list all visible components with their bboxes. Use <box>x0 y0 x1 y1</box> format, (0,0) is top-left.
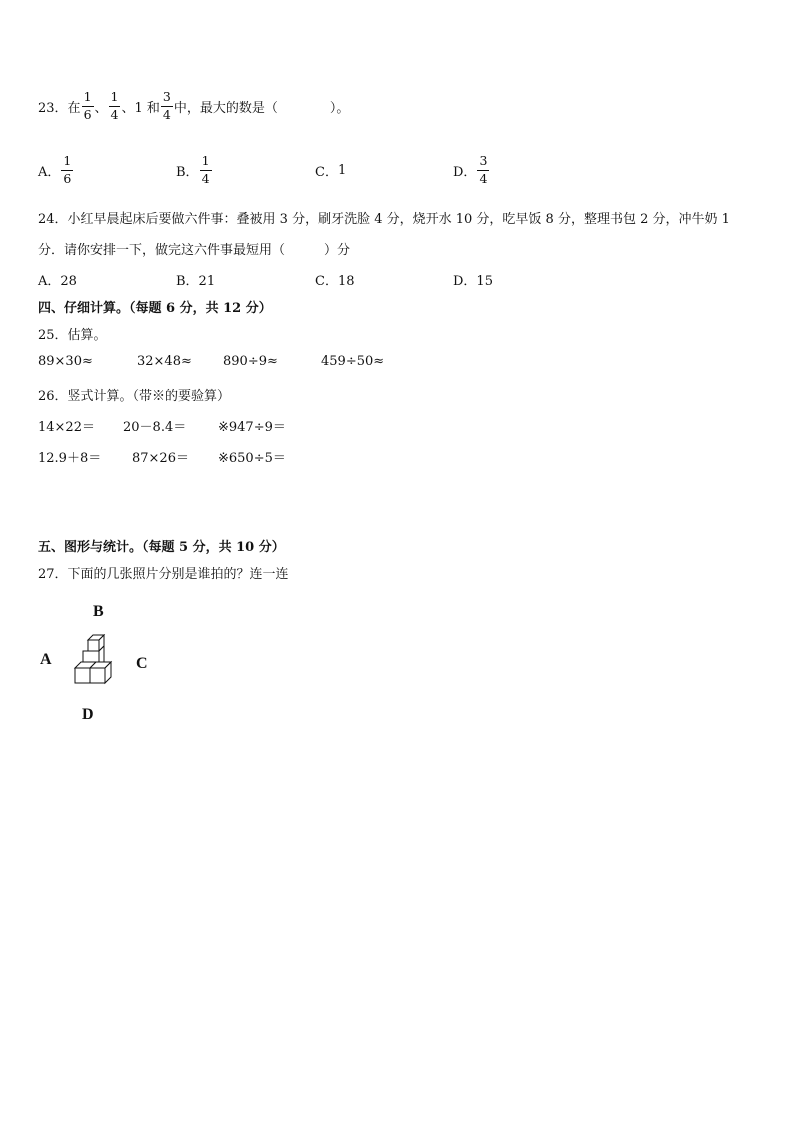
option-value: 1 <box>337 162 347 178</box>
q24-line-2: 分．请你安排一下，做完这六件事最短用（ ）分 <box>38 243 351 258</box>
option-label: B． <box>176 164 199 180</box>
fraction-denominator: 4 <box>201 170 210 186</box>
q26-row1-item-1: 14×22＝ <box>38 420 95 435</box>
q23-fraction-2 <box>109 91 121 121</box>
q25-item-1: 89×30≈ <box>38 354 93 369</box>
q23-question <box>38 88 349 124</box>
q26-row2-item-3: ※650÷5＝ <box>218 451 286 466</box>
q24-option-a: A．28 <box>38 274 77 289</box>
section-5-title: 五、图形与统计。（每题 5 分，共 10 分） <box>38 540 285 555</box>
q25-item-4: 459÷50≈ <box>321 354 385 369</box>
view-label-c: C <box>136 655 148 672</box>
view-label-a: A <box>40 651 52 668</box>
q26-row1-item-3: ※947÷9＝ <box>218 420 286 435</box>
q23-fraction-3 <box>161 91 173 121</box>
q24-option-c: C．18 <box>315 274 355 289</box>
q26-row2-item-2: 87×26＝ <box>132 451 189 466</box>
view-label-d: D <box>82 706 94 723</box>
section-4-title: 四、仔细计算。（每题 6 分，共 12 分） <box>38 301 272 316</box>
q23-separator-1: 、 <box>94 100 108 116</box>
q23-number: 23． <box>38 100 68 116</box>
q24-option-b: B．21 <box>176 274 216 289</box>
q26-row2-item-1: 12.9＋8＝ <box>38 451 102 466</box>
q25-item-2: 32×48≈ <box>137 354 192 369</box>
fraction-numerator: 1 <box>61 155 73 171</box>
fraction-denominator: 4 <box>110 106 119 122</box>
cube-stack-figure <box>68 634 122 692</box>
q26-row1-item-2: 20－8.4＝ <box>123 420 187 435</box>
option-fraction <box>477 155 489 185</box>
q25-item-3: 890÷9≈ <box>223 354 278 369</box>
q23-option-b <box>176 152 213 188</box>
q25-title: 25．估算。 <box>38 328 107 343</box>
q24-option-d: D．15 <box>453 274 493 289</box>
fraction-numerator: 1 <box>109 91 121 107</box>
option-fraction <box>61 155 73 185</box>
fraction-numerator: 3 <box>477 155 489 171</box>
q23-text-tail: 中，最大的数是（ ）。 <box>173 100 350 116</box>
option-label: D． <box>453 164 477 180</box>
fraction-numerator: 1 <box>200 155 212 171</box>
fraction-denominator: 6 <box>63 170 72 186</box>
cube-front-right <box>90 662 111 683</box>
q24-line-1: 24．小红早晨起床后要做六件事：叠被用 3 分，刷牙洗脸 4 分，烧开水 10 分，吃早饭 8 分，整理书包 2 分，冲牛奶 1 <box>38 212 730 227</box>
q23-fraction-1 <box>82 91 94 121</box>
fraction-numerator: 1 <box>82 91 94 107</box>
q23-text-in: 在 <box>67 100 81 116</box>
q23-option-a <box>38 152 74 188</box>
fraction-numerator: 3 <box>161 91 173 107</box>
fraction-denominator: 6 <box>83 106 92 122</box>
option-label: C． <box>315 164 338 180</box>
q23-separator-2: 、1 和 <box>121 100 160 116</box>
fraction-denominator: 4 <box>479 170 488 186</box>
q26-title: 26．竖式计算。（带※的要验算） <box>38 389 231 404</box>
q23-option-d <box>453 152 490 188</box>
option-fraction <box>200 155 212 185</box>
q27-title: 27．下面的几张照片分别是谁拍的？连一连 <box>38 567 289 582</box>
option-label: A． <box>38 164 61 180</box>
view-label-b: B <box>93 603 104 620</box>
q23-option-c <box>315 152 346 188</box>
fraction-denominator: 4 <box>162 106 171 122</box>
